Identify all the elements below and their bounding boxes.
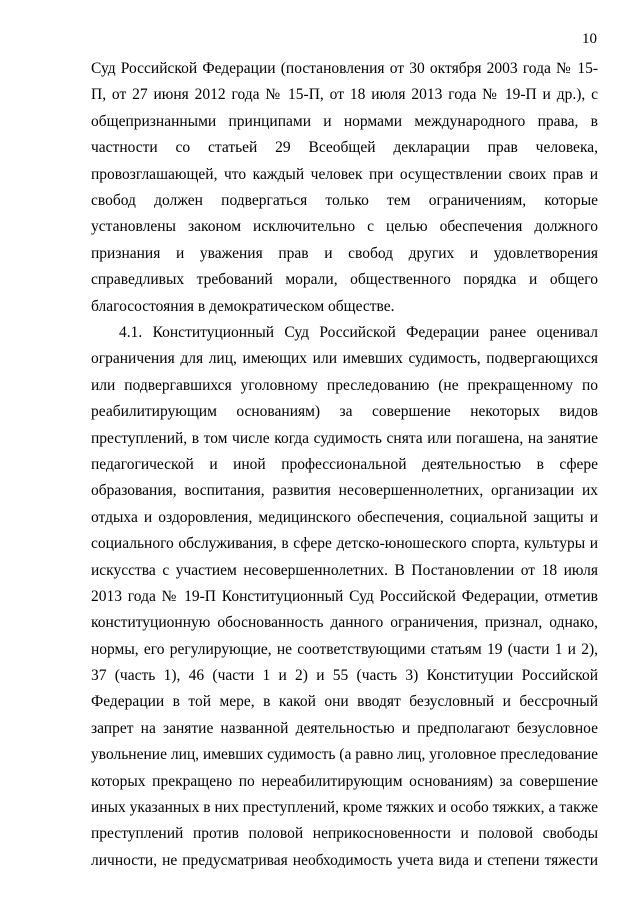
text-line: личности, не предусматривая необходимость учета вида и степени тяжести	[91, 851, 598, 869]
text-line: запрет на занятие названной деятельностью и предполагают безусловное	[91, 719, 598, 737]
text-line: 2013 года № 19-П Конституционный Суд Российской Федерации, отметив	[91, 587, 598, 605]
text-line: общепризнанными принципами и нормами международного права, в	[91, 112, 598, 130]
text-line: Федерации в той мере, в какой они вводят безусловный и бессрочный	[91, 693, 598, 711]
text-line: нормы, его регулирующие, не соответствующими статьям 19 (части 1 и 2),	[91, 640, 598, 658]
text-line: увольнение лиц, имевших судимость (а равно лиц, уголовное преследование	[91, 746, 598, 764]
paragraph-1	[91, 56, 598, 320]
text-line: свобод должен подвергаться только тем ограничениям, которые	[91, 191, 598, 209]
text-line: которых прекращено по нереабилитирующим основаниям) за совершение	[91, 772, 598, 790]
page-number: 10	[582, 31, 597, 47]
text-line: педагогической и иной профессиональной деятельностью в сфере	[91, 455, 598, 473]
text-line: или подвергавшихся уголовному преследованию (не прекращенному по	[91, 376, 598, 394]
text-line: иных указанных в них преступлений, кроме тяжких и особо тяжких, а также	[91, 799, 598, 817]
text-line: конституционную обоснованность данного ограничения, признал, однако,	[91, 614, 598, 632]
text-line: благосостояния в демократическом обществе.	[91, 297, 395, 315]
text-line: отдыха и оздоровления, медицинского обеспечения, социальной защиты и	[91, 508, 598, 526]
text-line: преступлений против половой неприкосновенности и половой свободы	[91, 825, 598, 843]
text-line: справедливых требований морали, общественного порядка и общего	[91, 271, 598, 289]
text-line: Суд Российской Федерации (постановления от 30 октября 2003 года № 15-	[91, 60, 598, 77]
text-line: 4.1. Конституционный Суд Российской Федерации ранее оценивал	[119, 324, 598, 341]
text-line: образования, воспитания, развития несовершеннолетних, организации их	[91, 482, 598, 500]
text-line: частности со статьей 29 Всеобщей декларации прав человека,	[91, 139, 598, 157]
paragraph-2	[91, 320, 598, 874]
text-line: искусства с участием несовершеннолетних. В Постановлении от 18 июля	[91, 561, 598, 579]
text-line: реабилитирующим основаниям) за совершение некоторых видов	[91, 403, 598, 421]
text-line: преступлений, в том числе когда судимость снята или погашена, на занятие	[91, 429, 598, 447]
text-line: социального обслуживания, в сфере детско-юношеского спорта, культуры и	[91, 535, 598, 553]
text-line: ограничения для лиц, имеющих или имевших судимость, подвергающихся	[91, 350, 598, 368]
text-line: признания и уважения прав и свобод других и удовлетворения	[91, 244, 598, 262]
text-line: провозглашающей, что каждый человек при осуществлении своих прав и	[91, 165, 598, 183]
text-line: П, от 27 июня 2012 года № 15-П, от 18 июля 2013 года № 19-П и др.), с	[91, 86, 598, 104]
text-line: установлены законом исключительно с целью обеспечения должного	[91, 218, 598, 236]
text-line: 37 (часть 1), 46 (части 1 и 2) и 55 (часть 3) Конституции Российской	[91, 667, 598, 685]
